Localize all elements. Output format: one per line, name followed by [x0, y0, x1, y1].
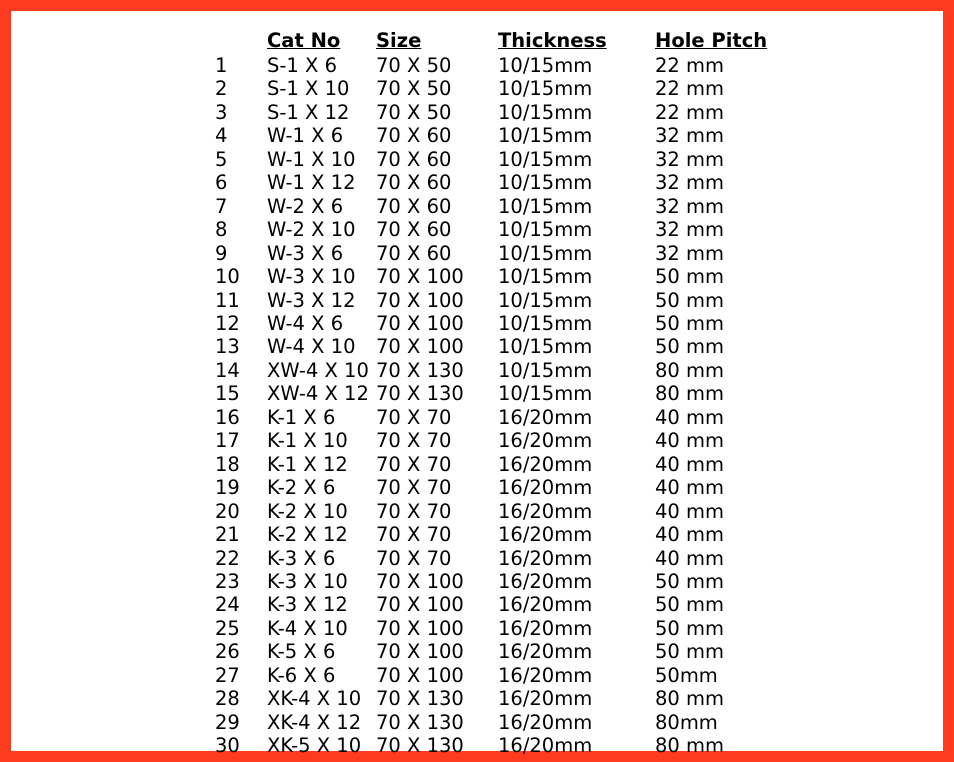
row-size: 70 X 50: [376, 77, 452, 101]
header-size: Size: [376, 29, 422, 52]
row-thickness: 16/20mm: [498, 523, 593, 547]
row-cat-no: XK-4 X 12: [267, 710, 362, 734]
row-thickness: 16/20mm: [498, 710, 593, 734]
row-hole-pitch: 40 mm: [655, 476, 725, 500]
row-size: 70 X 60: [376, 194, 452, 218]
row-cat-no: W-1 X 6: [267, 124, 344, 148]
row-size: 70 X 130: [376, 382, 464, 406]
row-index: 7: [215, 194, 228, 218]
row-size: 70 X 70: [376, 452, 452, 476]
row-index: 14: [215, 358, 240, 382]
row-index: 28: [215, 687, 240, 711]
row-thickness: 16/20mm: [498, 452, 593, 476]
row-index: 19: [215, 476, 240, 500]
row-hole-pitch: 40 mm: [655, 499, 725, 523]
table-row: [215, 500, 775, 523]
row-cat-no: XK-5 X 10: [267, 734, 362, 758]
row-index: 10: [215, 265, 240, 289]
row-thickness: 10/15mm: [498, 194, 593, 218]
table-row: [215, 617, 775, 640]
row-thickness: 10/15mm: [498, 124, 593, 148]
row-cat-no: XW-4 X 12: [267, 382, 369, 406]
table-row: [215, 335, 775, 358]
table-row: [215, 195, 775, 218]
row-thickness: 16/20mm: [498, 429, 593, 453]
row-cat-no: K-2 X 10: [267, 499, 348, 523]
table-row: [215, 476, 775, 499]
header-thickness: Thickness: [498, 29, 607, 52]
table-row: [215, 429, 775, 452]
row-size: 70 X 100: [376, 288, 464, 312]
row-hole-pitch: 40 mm: [655, 429, 725, 453]
table-row: [215, 218, 775, 241]
row-cat-no: W-2 X 6: [267, 194, 344, 218]
row-size: 70 X 100: [376, 311, 464, 335]
row-index: 18: [215, 452, 240, 476]
row-thickness: 16/20mm: [498, 499, 593, 523]
row-thickness: 16/20mm: [498, 405, 593, 429]
row-hole-pitch: 40 mm: [655, 546, 725, 570]
row-index: 27: [215, 663, 240, 687]
row-index: 29: [215, 710, 240, 734]
row-cat-no: XK-4 X 10: [267, 687, 362, 711]
row-hole-pitch: 32 mm: [655, 194, 725, 218]
row-cat-no: W-3 X 6: [267, 241, 344, 265]
row-size: 70 X 100: [376, 569, 464, 593]
row-thickness: 16/20mm: [498, 569, 593, 593]
table-row: [215, 54, 775, 77]
row-index: 23: [215, 569, 240, 593]
table-row: [215, 124, 775, 147]
row-thickness: 10/15mm: [498, 77, 593, 101]
row-size: 70 X 100: [376, 616, 464, 640]
table-row: [215, 687, 775, 710]
row-size: 70 X 70: [376, 405, 452, 429]
table-row: [215, 453, 775, 476]
row-cat-no: W-1 X 10: [267, 147, 356, 171]
row-index: 2: [215, 77, 228, 101]
row-hole-pitch: 50 mm: [655, 288, 725, 312]
row-size: 70 X 100: [376, 593, 464, 617]
row-thickness: 10/15mm: [498, 241, 593, 265]
row-size: 70 X 130: [376, 358, 464, 382]
row-hole-pitch: 32 mm: [655, 171, 725, 195]
row-thickness: 10/15mm: [498, 218, 593, 242]
row-hole-pitch: 32 mm: [655, 218, 725, 242]
table-row: [215, 523, 775, 546]
row-hole-pitch: 40 mm: [655, 405, 725, 429]
row-thickness: 16/20mm: [498, 476, 593, 500]
header-index: [215, 28, 267, 54]
row-thickness: 10/15mm: [498, 147, 593, 171]
table-row: [215, 359, 775, 382]
row-size: 70 X 130: [376, 734, 464, 758]
row-index: 8: [215, 218, 228, 242]
row-cat-no: W-3 X 12: [267, 288, 356, 312]
row-index: 20: [215, 499, 240, 523]
row-hole-pitch: 50 mm: [655, 593, 725, 617]
table-row: [215, 593, 775, 616]
catalog-table: [215, 28, 775, 758]
row-size: 70 X 100: [376, 640, 464, 664]
catalog-table-wrap: [215, 28, 775, 758]
table-row: [215, 312, 775, 335]
row-cat-no: K-1 X 6: [267, 405, 336, 429]
row-index: 1: [215, 54, 228, 77]
row-index: 5: [215, 147, 228, 171]
row-hole-pitch: 80 mm: [655, 382, 725, 406]
row-thickness: 10/15mm: [498, 382, 593, 406]
row-hole-pitch: 40 mm: [655, 452, 725, 476]
row-hole-pitch: 50 mm: [655, 311, 725, 335]
row-hole-pitch: 40 mm: [655, 523, 725, 547]
table-body: [215, 54, 775, 758]
row-index: 22: [215, 546, 240, 570]
row-index: 15: [215, 382, 240, 406]
row-size: 70 X 60: [376, 147, 452, 171]
row-index: 6: [215, 171, 228, 195]
row-index: 26: [215, 640, 240, 664]
row-thickness: 10/15mm: [498, 100, 593, 124]
row-thickness: 16/20mm: [498, 616, 593, 640]
row-hole-pitch: 50mm: [655, 663, 718, 687]
row-thickness: 10/15mm: [498, 54, 593, 77]
row-cat-no: K-6 X 6: [267, 663, 336, 687]
row-thickness: 10/15mm: [498, 358, 593, 382]
header-cat-no: Cat No: [267, 29, 341, 52]
row-thickness: 10/15mm: [498, 171, 593, 195]
row-hole-pitch: 50 mm: [655, 569, 725, 593]
row-size: 70 X 100: [376, 335, 464, 359]
row-size: 70 X 60: [376, 218, 452, 242]
row-cat-no: K-1 X 10: [267, 429, 348, 453]
row-thickness: 16/20mm: [498, 546, 593, 570]
row-size: 70 X 60: [376, 241, 452, 265]
row-hole-pitch: 50 mm: [655, 640, 725, 664]
table-row: [215, 265, 775, 288]
row-cat-no: W-4 X 6: [267, 311, 344, 335]
row-cat-no: K-3 X 12: [267, 593, 348, 617]
row-hole-pitch: 50 mm: [655, 616, 725, 640]
row-hole-pitch: 80 mm: [655, 734, 725, 758]
row-index: 12: [215, 311, 240, 335]
row-cat-no: K-3 X 10: [267, 569, 348, 593]
row-cat-no: W-4 X 10: [267, 335, 356, 359]
row-size: 70 X 50: [376, 54, 452, 77]
row-size: 70 X 70: [376, 476, 452, 500]
row-thickness: 16/20mm: [498, 593, 593, 617]
row-hole-pitch: 22 mm: [655, 77, 725, 101]
row-cat-no: K-1 X 12: [267, 452, 348, 476]
table-row: [215, 711, 775, 734]
row-hole-pitch: 50 mm: [655, 335, 725, 359]
table-row: [215, 664, 775, 687]
row-index: 3: [215, 100, 228, 124]
row-index: 17: [215, 429, 240, 453]
table-row: [215, 547, 775, 570]
row-hole-pitch: 32 mm: [655, 147, 725, 171]
row-cat-no: W-2 X 10: [267, 218, 356, 242]
row-size: 70 X 100: [376, 663, 464, 687]
row-index: 16: [215, 405, 240, 429]
table-row: [215, 242, 775, 265]
row-cat-no: K-3 X 6: [267, 546, 336, 570]
row-hole-pitch: 22 mm: [655, 54, 725, 77]
row-index: 24: [215, 593, 240, 617]
row-index: 9: [215, 241, 228, 265]
row-index: 13: [215, 335, 240, 359]
table-row: [215, 734, 775, 757]
header-hole-pitch: Hole Pitch: [655, 29, 768, 52]
table-row: [215, 171, 775, 194]
row-hole-pitch: 32 mm: [655, 241, 725, 265]
row-cat-no: S-1 X 6: [267, 54, 337, 77]
row-thickness: 16/20mm: [498, 640, 593, 664]
table-row: [215, 570, 775, 593]
row-size: 70 X 60: [376, 171, 452, 195]
row-size: 70 X 100: [376, 265, 464, 289]
row-index: 25: [215, 616, 240, 640]
table-row: [215, 640, 775, 663]
row-size: 70 X 70: [376, 429, 452, 453]
row-hole-pitch: 50 mm: [655, 265, 725, 289]
table-row: [215, 101, 775, 124]
row-index: 30: [215, 734, 240, 758]
row-hole-pitch: 80 mm: [655, 358, 725, 382]
row-hole-pitch: 32 mm: [655, 124, 725, 148]
table-header-row: [215, 28, 775, 54]
row-hole-pitch: 80mm: [655, 710, 718, 734]
row-index: 21: [215, 523, 240, 547]
row-index: 4: [215, 124, 228, 148]
table-row: [215, 406, 775, 429]
row-size: 70 X 70: [376, 499, 452, 523]
row-cat-no: K-4 X 10: [267, 616, 348, 640]
row-cat-no: W-1 X 12: [267, 171, 356, 195]
row-size: 70 X 130: [376, 687, 464, 711]
row-thickness: 10/15mm: [498, 311, 593, 335]
row-cat-no: K-2 X 6: [267, 476, 336, 500]
row-thickness: 16/20mm: [498, 687, 593, 711]
row-thickness: 10/15mm: [498, 288, 593, 312]
row-size: 70 X 70: [376, 523, 452, 547]
row-cat-no: S-1 X 10: [267, 77, 350, 101]
row-thickness: 16/20mm: [498, 663, 593, 687]
row-cat-no: K-2 X 12: [267, 523, 348, 547]
row-cat-no: XW-4 X 10: [267, 358, 369, 382]
table-row: [215, 289, 775, 312]
table-row: [215, 77, 775, 100]
row-thickness: 10/15mm: [498, 265, 593, 289]
row-size: 70 X 60: [376, 124, 452, 148]
table-row: [215, 382, 775, 405]
row-size: 70 X 50: [376, 100, 452, 124]
row-cat-no: S-1 X 12: [267, 100, 350, 124]
row-size: 70 X 70: [376, 546, 452, 570]
row-hole-pitch: 80 mm: [655, 687, 725, 711]
row-thickness: 10/15mm: [498, 335, 593, 359]
row-cat-no: W-3 X 10: [267, 265, 356, 289]
row-cat-no: K-5 X 6: [267, 640, 336, 664]
row-size: 70 X 130: [376, 710, 464, 734]
table-row: [215, 148, 775, 171]
row-index: 11: [215, 288, 240, 312]
row-thickness: 16/20mm: [498, 734, 593, 758]
row-hole-pitch: 22 mm: [655, 100, 725, 124]
